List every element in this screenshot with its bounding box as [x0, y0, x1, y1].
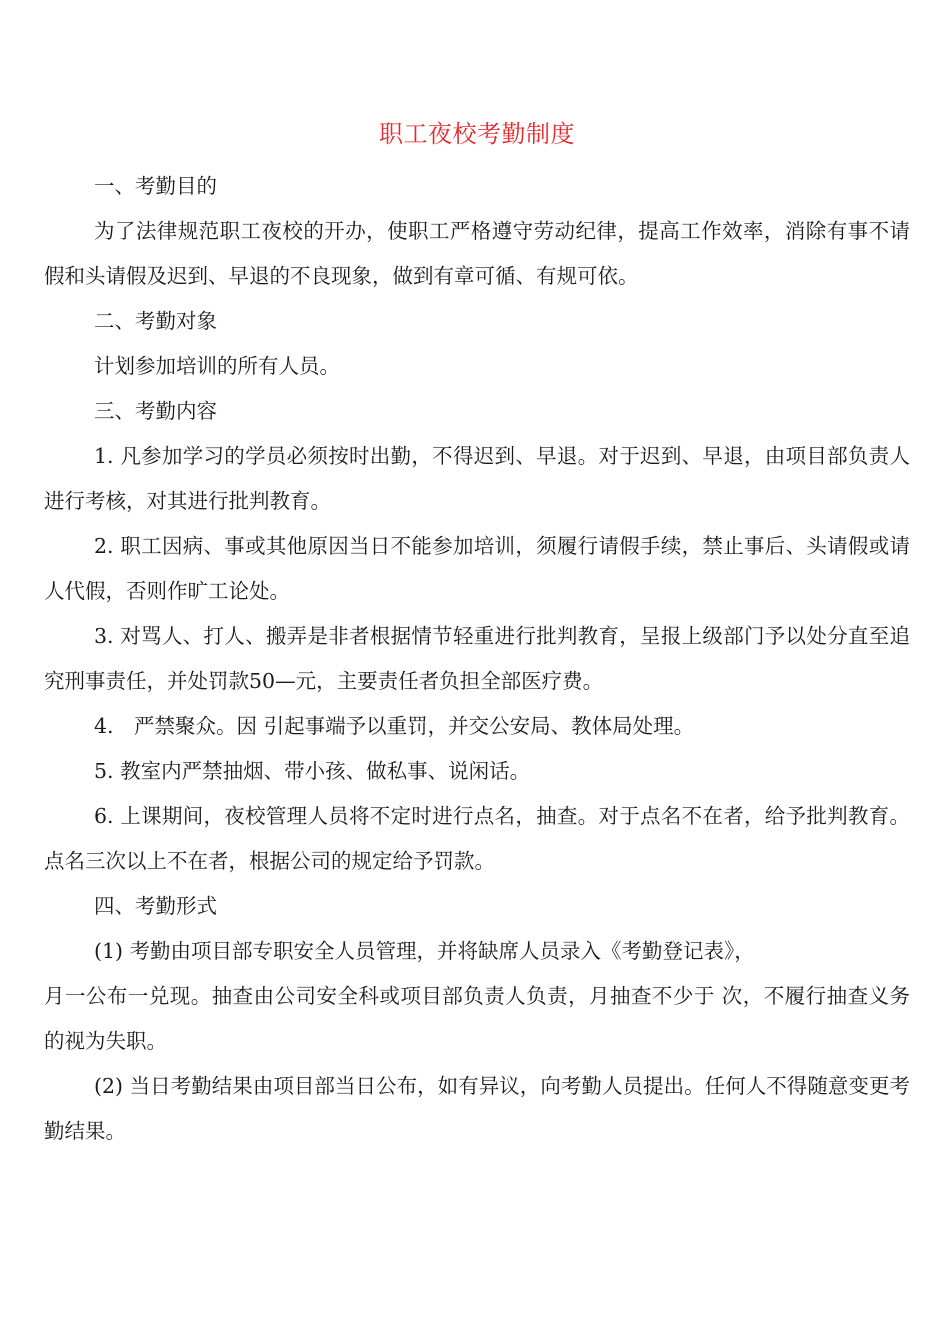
rule-item-6: 6. 上课期间，夜校管理人员将不定时进行点名，抽查。对于点名不在者，给予批判教育。点名三次以上不在者，根据公司的规定给予罚款。 [44, 804, 910, 873]
document-title: 职工夜校考勤制度 [379, 120, 575, 148]
form-item-1-line-1: (1) 考勤由项目部专职安全人员管理，并将缺席人员录入《考勤登记表》， [94, 939, 755, 963]
paragraph-purpose: 为了法律规范职工夜校的开办，使职工严格遵守劳动纪律，提高工作效率，消除有事不请假和头请假及迟到、早退的不良现象，做到有章可循、有规可依。 [44, 219, 910, 288]
rule-item-2: 2. 职工因病、事或其他原因当日不能参加培训，须履行请假手续，禁止事后、头请假或请人代假，否则作旷工论处。 [44, 534, 910, 603]
paragraph-target: 计划参加培训的所有人员。 [94, 354, 340, 378]
form-item-2: (2) 当日考勤结果由项目部当日公布，如有异议，向考勤人员提出。任何人不得随意变更考勤结果。 [44, 1074, 910, 1143]
section-heading-content: 三、考勤内容 [94, 399, 217, 423]
section-heading-form: 四、考勤形式 [94, 894, 217, 918]
form-item-1-continued: 月一公布一兑现。抽查由公司安全科或项目部负责人负责，月抽查不少于 次，不履行抽查义务的视为失职。 [44, 984, 910, 1053]
rule-item-3: 3. 对骂人、打人、搬弄是非者根据情节轻重进行批判教育，呈报上级部门予以处分直至追究刑事责任，并处罚款50—元，主要责任者负担全部医疗费。 [44, 624, 910, 693]
section-heading-target: 二、考勤对象 [94, 309, 217, 333]
section-heading-purpose: 一、考勤目的 [94, 174, 217, 198]
rule-item-5: 5. 教室内严禁抽烟、带小孩、做私事、说闲话。 [94, 759, 531, 783]
rule-item-1: 1. 凡参加学习的学员必须按时出勤，不得迟到、早退。对于迟到、早退，由项目部负责人进行考核，对其进行批判教育。 [44, 444, 910, 513]
rule-item-4: 4. 严禁聚众。因 引起事端予以重罚，并交公安局、教体局处理。 [94, 714, 695, 738]
document-body [44, 164, 910, 1154]
